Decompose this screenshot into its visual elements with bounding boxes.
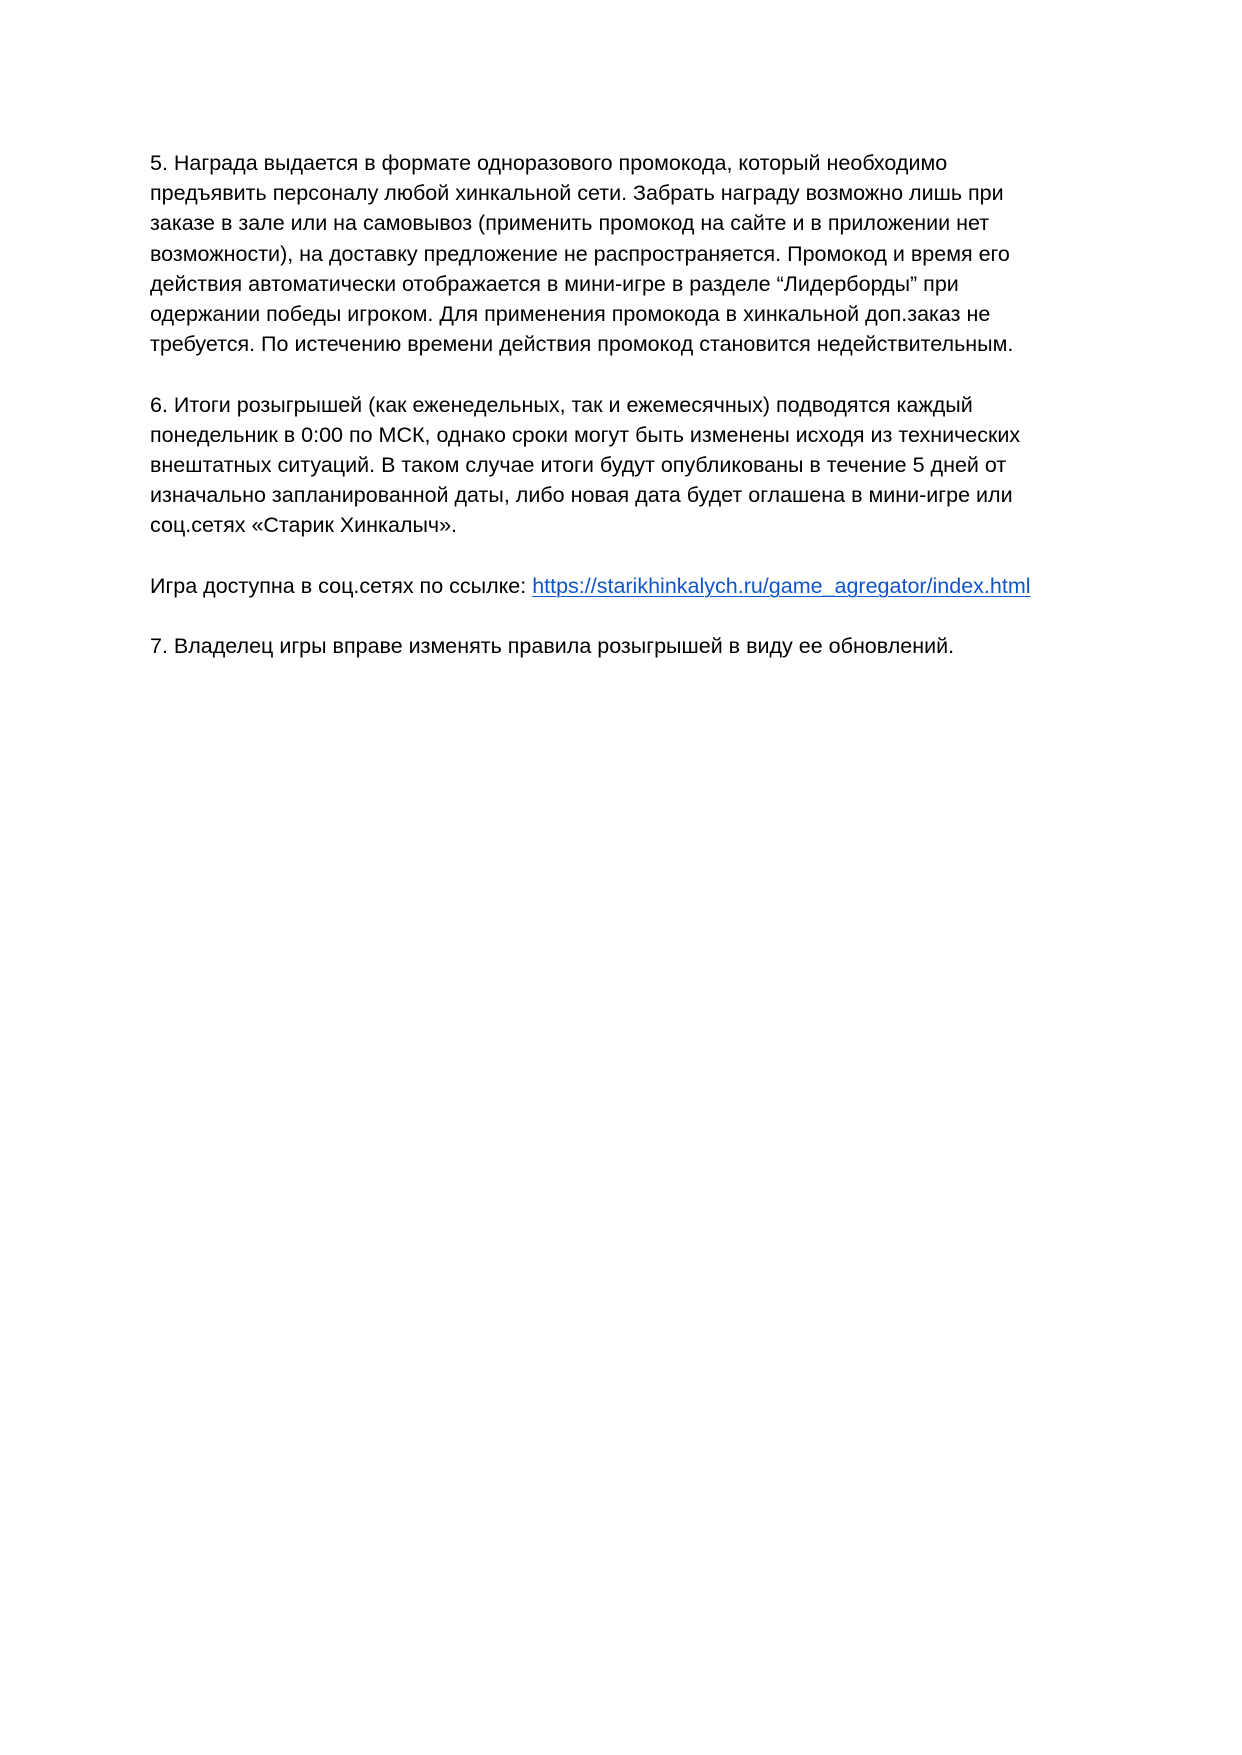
paragraph-5-line: заказе в зале или на самовывоз (применить промокод на сайте и в приложении нет — [150, 211, 990, 236]
paragraph-5-line: одержании победы игроком. Для применения промокода в хинкальной доп.заказ не — [150, 302, 991, 327]
game-link-paragraph — [150, 571, 1100, 601]
paragraph-6-line: 6. Итоги розыгрышей (как еженедельных, так и ежемесячных) подводятся каждый — [150, 392, 973, 417]
document-body — [150, 148, 1100, 692]
paragraph-5-line: предъявить персоналу любой хинкальной сети. Забрать награду возможно лишь при — [150, 181, 1004, 206]
paragraph-5-line: 5. Награда выдается в формате одноразового промокода, который необходимо — [150, 151, 948, 175]
paragraph-5-line: требуется. По истечению времени действия промокод становится недействительным. — [150, 332, 1014, 357]
paragraph-6 — [150, 390, 1100, 541]
paragraph-6-line: изначально запланированной даты, либо новая дата будет оглашена в мини-игре или — [150, 483, 1013, 508]
paragraph-6-line: соц.сетях «Старик Хинкалыч». — [150, 513, 458, 538]
paragraph-6-line: внештатных ситуаций. В таком случае итоги будут опубликованы в течение 5 дней от — [150, 453, 1007, 478]
paragraph-7-text: 7. Владелец игры вправе изменять правила розыгрышей в виду ее обновлений. — [150, 634, 955, 659]
paragraph-7 — [150, 631, 1100, 661]
paragraph-5-line: действия автоматически отображается в мини-игре в разделе “Лидерборды” при — [150, 271, 959, 296]
paragraph-5-line: возможности), на доставку предложение не распространяется. Промокод и время его — [150, 241, 1010, 266]
game-link-prefix: Игра доступна в соц.сетях по ссылке: — [150, 573, 533, 598]
paragraph-6-line: понедельник в 0:00 по МСК, однако сроки могут быть изменены исходя из технических — [150, 422, 1021, 447]
paragraph-5 — [150, 148, 1100, 359]
game-link[interactable]: https://starikhinkalych.ru/game_agregator/index.html — [532, 573, 1031, 598]
